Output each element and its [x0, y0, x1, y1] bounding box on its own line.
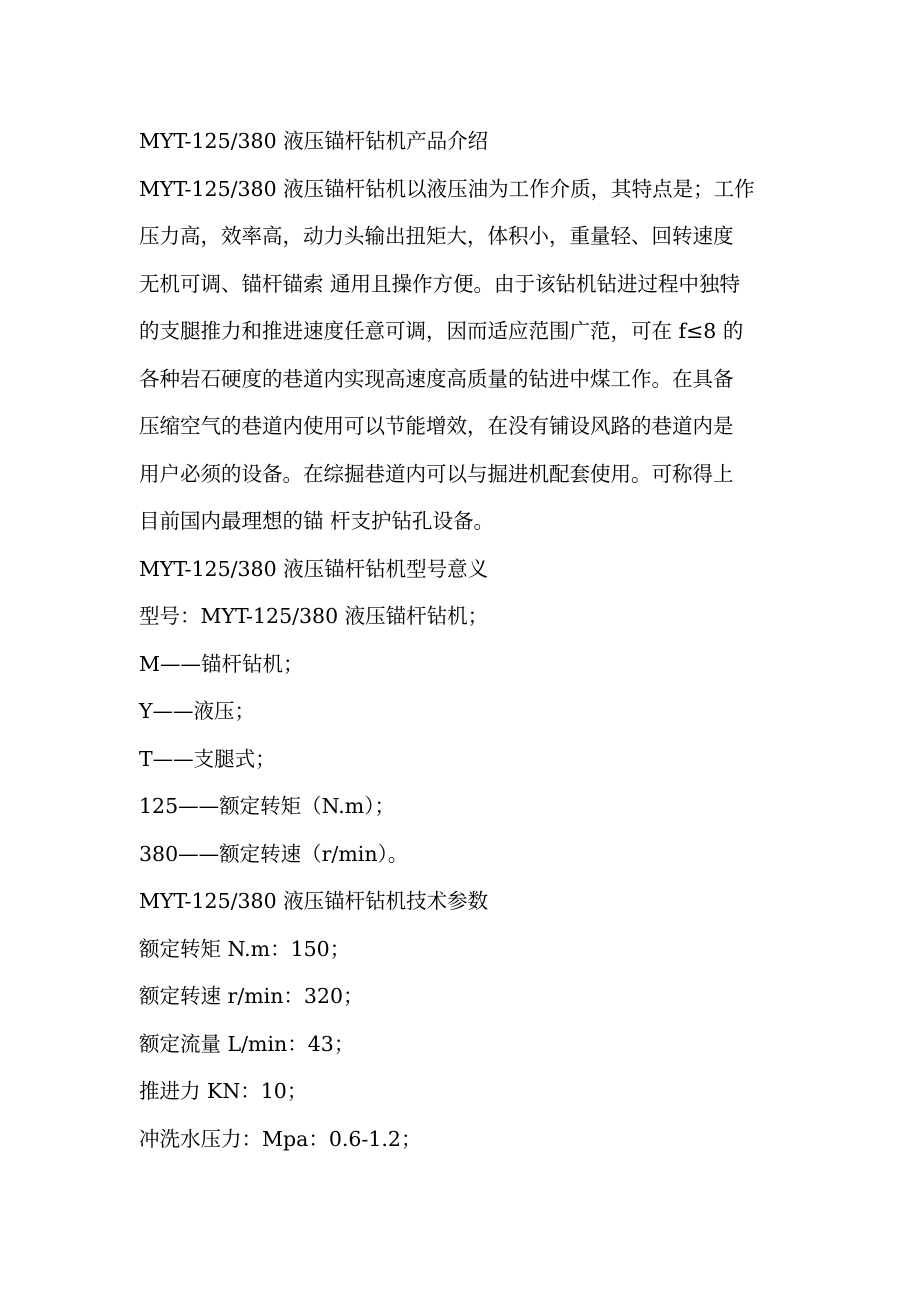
paragraph-line: MYT-125/380 液压锚杆钻机以液压油为工作介质，其特点是；工作	[139, 176, 755, 201]
model-code-line: T——支腿式；	[139, 746, 276, 771]
paragraph-line: 无机可调、锚杆锚索 通用且操作方便。由于该钻机钻进过程中独特	[139, 271, 741, 296]
paragraph-line: 压缩空气的巷道内使用可以节能增效，在没有铺设风路的巷道内是	[139, 414, 734, 438]
section-heading-intro: MYT-125/380 液压锚杆钻机产品介绍	[139, 129, 489, 153]
section-heading-model-meaning: MYT-125/380 液压锚杆钻机型号意义	[139, 556, 489, 581]
paragraph-line: 的支腿推力和推进速度任意可调，因而适应范围广范，可在 f≤8 的	[139, 319, 744, 343]
tech-param-line: 额定转矩 N.m：150；	[139, 936, 351, 961]
model-code-line: 380——额定转速（r/min）。	[139, 841, 409, 866]
tech-param-line: 推进力 KN：10；	[139, 1079, 308, 1103]
tech-param-line: 额定流量 L/min：43；	[139, 1031, 355, 1056]
section-heading-tech-params: MYT-125/380 液压锚杆钻机技术参数	[139, 889, 489, 913]
model-code-line: 125——额定转矩（N.m）；	[139, 794, 395, 818]
paragraph-line: 压力高，效率高，动力头输出扭矩大，体积小，重量轻、回转速度	[139, 224, 734, 248]
tech-param-line: 额定转速 r/min：320；	[139, 984, 364, 1008]
document-body	[139, 118, 789, 1163]
model-code-line: Y——液压；	[139, 699, 256, 723]
paragraph-line: 各种岩石硬度的巷道内实现高速度高质量的钻进中煤工作。在具备	[139, 366, 734, 391]
tech-param-line: 冲洗水压力：Mpa：0.6-1.2；	[139, 1126, 422, 1151]
model-line: 型号：MYT-125/380 液压锚杆钻机；	[139, 604, 489, 628]
paragraph-line: 目前国内最理想的锚 杆支护钻孔设备。	[139, 509, 495, 533]
model-code-line: M——锚杆钻机；	[139, 651, 304, 676]
paragraph-line: 用户必须的设备。在综掘巷道内可以与掘进机配套使用。可称得上	[139, 461, 734, 486]
